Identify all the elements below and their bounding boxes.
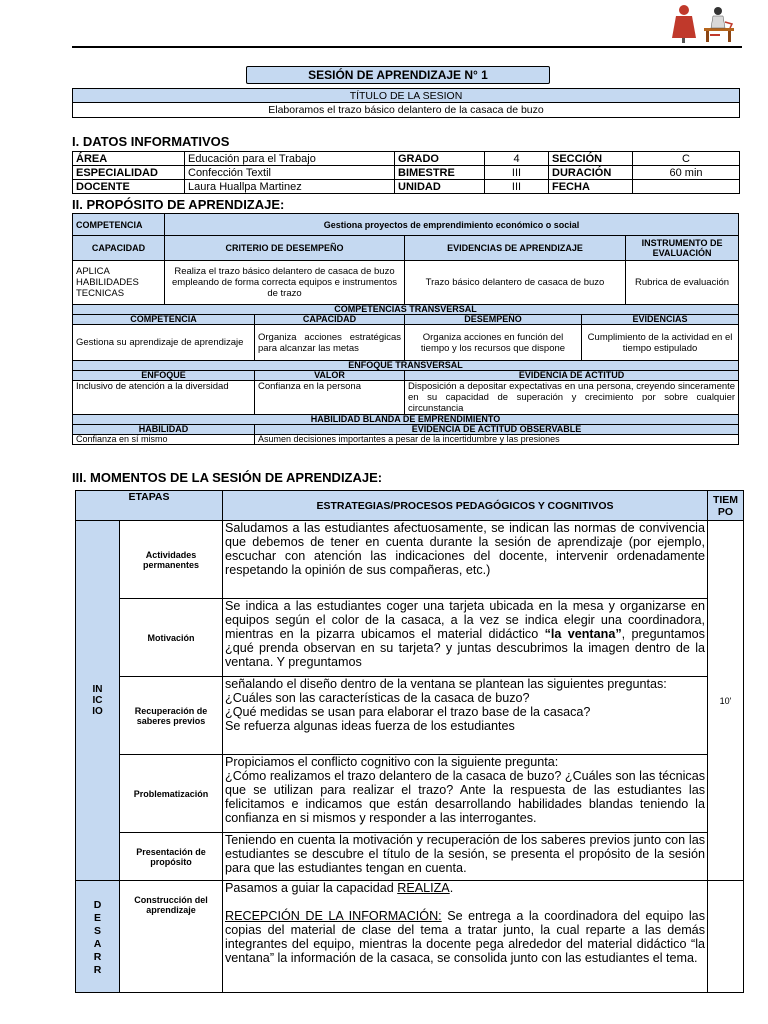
enfoque-header: VALOR — [255, 371, 405, 381]
competencia-label: COMPETENCIA — [73, 214, 165, 236]
inicio-label: IN IC IO — [76, 521, 120, 881]
datos-value: Confección Textil — [185, 166, 395, 180]
estrategia-text: Teniendo en cuenta la motivación y recuperación de los saberes previos junto con las estudiantes se descubre el título de la sesión, se presenta el propósito de la sesión para que las estudiantes tengan en cuenta. — [223, 833, 708, 881]
datos-key: ESPECIALIDAD — [73, 166, 185, 180]
transversal-desempeno: Organiza acciones en función del tiempo y los recursos que dispone — [405, 325, 582, 361]
col-header: EVIDENCIAS DE APRENDIZAJE — [405, 236, 626, 261]
transversal-header: DESEMPEÑO — [405, 315, 582, 325]
recuperacion-intro: señalando el diseño dentro de la ventana se plantean las siguientes preguntas: — [225, 677, 667, 691]
col-header: CAPACIDAD — [73, 236, 165, 261]
recepcion-label: RECEPCIÓN DE LA INFORMACIÓN: — [225, 909, 442, 923]
transversal-capacidad: Organiza acciones estratégicas para alcanzar las metas — [255, 325, 405, 361]
datos-value: Laura Huallpa Martinez — [185, 180, 395, 194]
datos-table — [72, 151, 740, 194]
col-header: INSTRUMENTO DE EVALUACIÓN — [626, 236, 739, 261]
header-rule — [72, 46, 742, 48]
datos-value — [633, 180, 740, 194]
sewing-figure-icon — [670, 2, 738, 44]
proposito-heading: II. PROPÓSITO DE APRENDIZAJE: — [72, 197, 285, 212]
habilidad-title: HABILIDAD BLANDA DE EMPRENDIMIENTO — [73, 415, 739, 425]
etapa-label: Recuperación de saberes previos — [120, 677, 223, 755]
instrumento-cell: Rubrica de evaluación — [626, 261, 739, 305]
datos-key: BIMESTRE — [395, 166, 485, 180]
etapa-label: Construcción del aprendizaje — [120, 881, 223, 993]
actitud-cell: Disposición a depositar expectativas en una persona, creyendo sinceramente en su capacidad de superación y crecimiento por sobre cualquier circunstancia — [405, 381, 739, 415]
problematizacion-intro: Propiciamos el conflicto cognitivo con la siguiente pregunta: — [225, 755, 559, 769]
etapa-label: Problematización — [120, 755, 223, 833]
estrategia-text: Saludamos a las estudiantes afectuosamente, se indican las normas de convivencia que debemos de tener en cuenta durante la sesión de aprendizaje (por ejemplo, escuchar con atención las indicaciones del docente, intervenir ordenadamente respetando la opinión de sus compañeras, etc.) — [223, 521, 708, 599]
title-value: Elaboramos el trazo básico delantero de la casaca de buzo — [73, 103, 740, 118]
datos-key: UNIDAD — [395, 180, 485, 194]
etapas-header: ETAPAS — [76, 491, 223, 521]
estrategia-text — [223, 599, 708, 677]
recuperacion-q1: ¿Cuáles son las características de la casaca de buzo? — [225, 691, 530, 705]
transversal-title: COMPETENCIAS TRANSVERSAL — [73, 305, 739, 315]
datos-value: 4 — [485, 152, 549, 166]
datos-key: DOCENTE — [73, 180, 185, 194]
momentos-heading: III. MOMENTOS DE LA SESIÓN DE APRENDIZAJE: — [72, 470, 383, 485]
proposito-table — [72, 213, 739, 445]
recuperacion-q3: Se refuerza algunas ideas fuerza de los estudiantes — [225, 719, 515, 733]
estrategias-header: ESTRATEGIAS/PROCESOS PEDAGÓGICOS Y COGNITIVOS — [223, 491, 708, 521]
transversal-header: CAPACIDAD — [255, 315, 405, 325]
estrategia-text — [223, 881, 708, 993]
motivacion-text-a: Se indica a las estudiantes coger una tarjeta ubicada en la mesa y organizarse en equipos según el color de la casaca, a la vez se indica elegir una coordinadora, mientras en la pizarra ubicamos el material didáctico — [225, 599, 705, 641]
datos-key: SECCIÓN — [549, 152, 633, 166]
datos-value: Educación para el Trabajo — [185, 152, 395, 166]
datos-key: GRADO — [395, 152, 485, 166]
problematizacion-body: ¿Cómo realizamos el trazo delantero de la casaca de buzo? ¿Cuáles son las técnicas que se utilizan para realizar el trazo? Ante la respuesta de las estudiantes las felicitamos e indicamos que están desarrollando habilidades blandas teniendo la confianza en si mismos y responder a las interrogantes. — [225, 769, 705, 825]
competencia-value: Gestiona proyectos de emprendimiento económico o social — [165, 214, 739, 236]
etapa-label: Motivación — [120, 599, 223, 677]
evidencia-cell: Trazo básico delantero de casaca de buzo — [405, 261, 626, 305]
datos-key: FECHA — [549, 180, 633, 194]
construccion-text-c: . — [449, 881, 454, 895]
recepcion-text: Se entrega a la coordinadora del equipo las copias del material de clase del tema a tratar junto, la cual reparte a las demás integrantes del equipo, mientras la docente pega alrededor del material didáctico “la ventana” la información de la casaca, se consolida junto con las estudiantes el tema. — [225, 909, 705, 965]
habilidad-header: HABILIDAD — [73, 425, 255, 435]
title-header: TÍTULO DE LA SESION — [73, 89, 740, 103]
col-header: CRITERIO DE DESEMPEÑO — [165, 236, 405, 261]
habilidad-evidencia-cell: Asumen decisiones importantes a pesar de la incertidumbre y las presiones — [255, 435, 739, 445]
desarrollo-label: D E S A R R — [76, 881, 120, 993]
enfoque-cell: Inclusivo de atención a la diversidad — [73, 381, 255, 415]
habilidad-header: EVIDENCIA DE ACTITUD OBSERVABLE — [255, 425, 739, 435]
criterio-cell: Realiza el trazo básico delantero de casaca de buzo empleando de forma correcta equipos e instrumentos de trazo — [165, 261, 405, 305]
construccion-text-a: Pasamos a guiar la capacidad — [225, 881, 398, 895]
etapa-label: Actividades permanentes — [120, 521, 223, 599]
transversal-competencia: Gestiona su aprendizaje de aprendizaje — [73, 325, 255, 361]
datos-key: ÁREA — [73, 152, 185, 166]
enfoque-title: ENFOQUE TRANSVERSAL — [73, 361, 739, 371]
datos-value: C — [633, 152, 740, 166]
construccion-capacidad: REALIZA — [397, 881, 450, 895]
transversal-header: EVIDENCIAS — [582, 315, 739, 325]
enfoque-header: ENFOQUE — [73, 371, 255, 381]
session-title: SESIÓN DE APRENDIZAJE N° 1 — [246, 66, 550, 84]
tiempo-header: TIEM PO — [708, 491, 744, 521]
estrategia-text — [223, 755, 708, 833]
etapa-label: Presentación de propósito — [120, 833, 223, 881]
transversal-evidencias: Cumplimiento de la actividad en el tiempo estipulado — [582, 325, 739, 361]
estrategia-text — [223, 677, 708, 755]
datos-value: III — [485, 180, 549, 194]
capacidad-cell: APLICA HABILIDADES TECNICAS — [73, 261, 165, 305]
enfoque-header: EVIDENCIA DE ACTITUD — [405, 371, 739, 381]
datos-heading: I. DATOS INFORMATIVOS — [72, 134, 230, 149]
tiempo-desarrollo — [708, 881, 744, 993]
momentos-table — [75, 490, 744, 993]
transversal-header: COMPETENCIA — [73, 315, 255, 325]
valor-cell: Confianza en la persona — [255, 381, 405, 415]
tiempo-inicio: 10' — [708, 521, 744, 881]
recuperacion-q2: ¿Qué medidas se usan para elaborar el trazo base de la casaca? — [225, 705, 591, 719]
datos-key: DURACIÓN — [549, 166, 633, 180]
motivacion-text-c: , preguntamos ¿qué prenda observan en su tarjeta? y juntas descubrimos la imagen dentro de la ventana. Y preguntamos — [225, 627, 705, 669]
datos-value: III — [485, 166, 549, 180]
title-table — [72, 88, 740, 118]
habilidad-cell: Confianza en sí mismo — [73, 435, 255, 445]
datos-value: 60 min — [633, 166, 740, 180]
motivacion-highlight: “la ventana” — [544, 627, 622, 641]
